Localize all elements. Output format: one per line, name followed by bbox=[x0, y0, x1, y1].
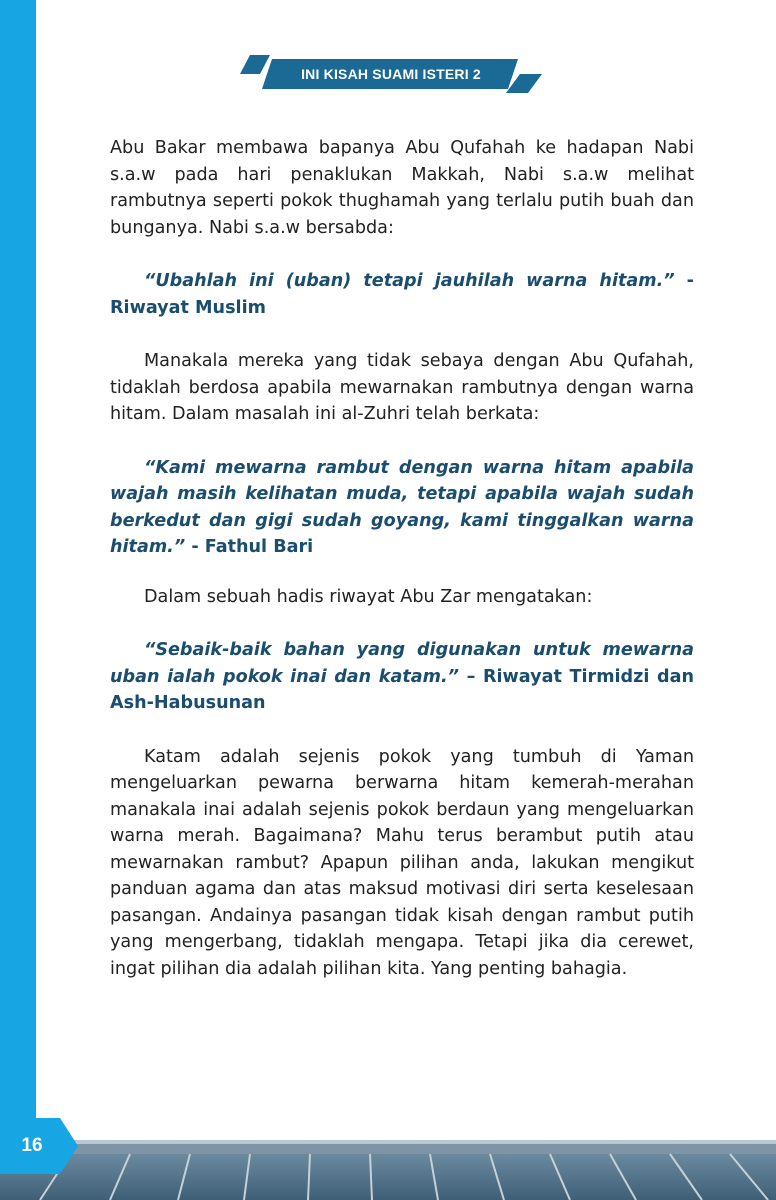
quote-1 bbox=[110, 268, 694, 321]
paragraph-3: Dalam sebuah hadis riwayat Abu Zar mengatakan: bbox=[144, 586, 593, 607]
paragraph-4: Katam adalah sejenis pokok yang tumbuh di Yaman mengeluarkan pewarna berwarna hitam kemerah-merahan manakala inai adalah sejenis pokok berdaun yang mengeluarkan warna merah. Bagaimana? Mahu terus berambut putih atau mewarnakan rambut? Apapun pilihan anda, lakukan mengikut panduan agama dan atas maksud motivasi diri serta keselesaan pasangan. Andainya pasangan tidak kisah dengan rambut putih yang mengerbang, tidaklah mengapa. Tetapi jika dia cerewet, ingat pilihan dia adalah pilihan kita. Yang penting bahagia. bbox=[110, 746, 694, 979]
quote-3-text: “Sebaik-baik bahan yang digunakan untuk mewarna uban ialah pokok inai dan katam.” bbox=[110, 640, 694, 687]
quote-2-text: “Kami mewarna rambut dengan warna hitam apabila wajah masih kelihatan muda, tetapi apabila wajah sudah berkedut dan gigi sudah goyang, kami tinggalkan warna hitam.” bbox=[110, 457, 694, 557]
paragraph-1: Abu Bakar membawa bapanya Abu Qufahah ke hadapan Nabi s.a.w pada hari penaklukan Makkah, Nabi s.a.w melihat rambutnya seperti pokok thughamah yang terlalu putih buah dan bunganya. Nabi s.a.w bersabda: bbox=[110, 138, 694, 238]
footer-floor-graphic bbox=[0, 1118, 776, 1200]
quote-3 bbox=[110, 637, 694, 717]
page-number: 16 bbox=[21, 1135, 43, 1156]
page-body bbox=[110, 135, 694, 982]
left-accent-bar bbox=[0, 0, 36, 1200]
page-header-title: INI KISAH SUAMI ISTERI 2 bbox=[301, 66, 481, 82]
footer-floor-band bbox=[0, 1118, 776, 1200]
quote-2-source: - Fathul Bari bbox=[185, 537, 314, 557]
paragraph-2: Manakala mereka yang tidak sebaya dengan Abu Qufahah, tidaklah berdosa apabila mewarnakan rambutnya dengan warna hitam. Dalam masalah ini al-Zuhri telah berkata: bbox=[110, 351, 694, 424]
quote-1-source: - Riwayat Muslim bbox=[110, 271, 694, 318]
quote-3-source: – Riwayat Tirmidzi dan Ash-Habusunan bbox=[110, 666, 695, 713]
header-banner bbox=[236, 50, 546, 98]
quote-1-text: “Ubahlah ini (uban) tetapi jauhilah warna hitam.” bbox=[144, 271, 675, 291]
quote-2 bbox=[110, 455, 694, 561]
